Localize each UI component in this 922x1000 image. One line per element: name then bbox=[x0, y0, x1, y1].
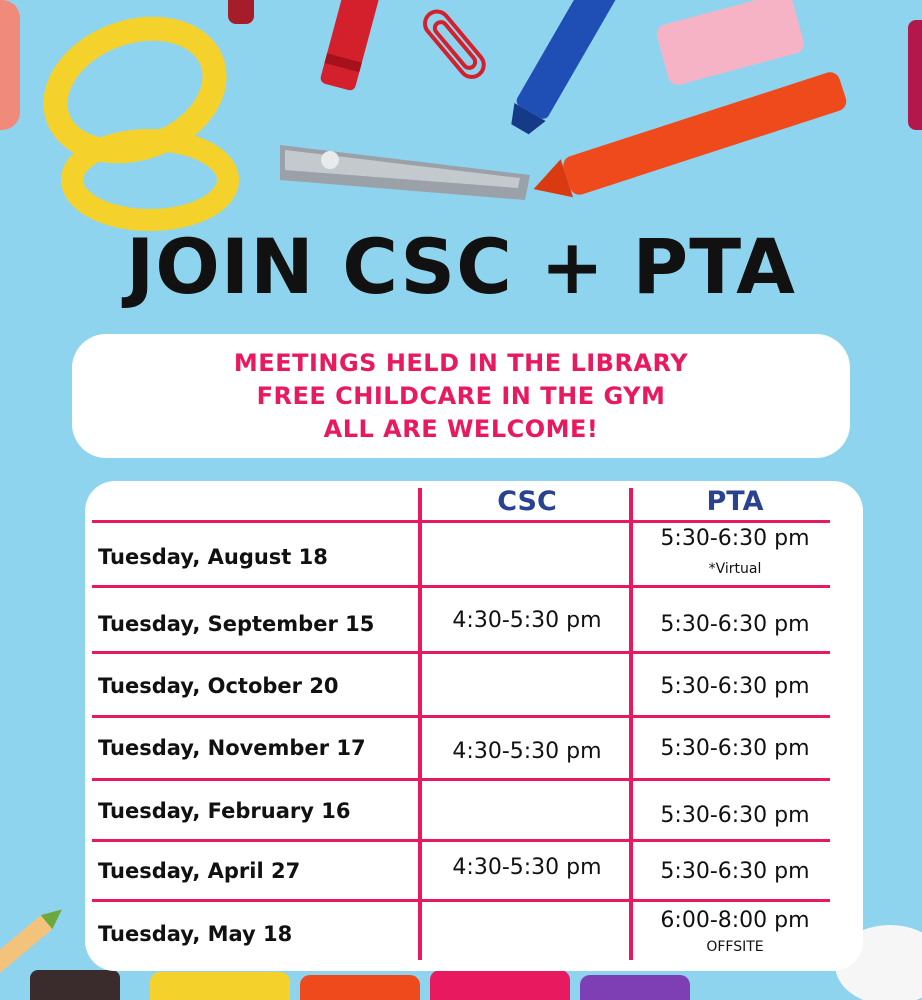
crayon-icon bbox=[908, 20, 922, 130]
csc-time: 4:30-5:30 pm bbox=[452, 739, 602, 764]
marker-icon bbox=[430, 970, 570, 1000]
table-row bbox=[92, 523, 830, 585]
crayon-icon bbox=[504, 0, 630, 138]
csc-column-header: CSC bbox=[497, 486, 557, 517]
banner-line: ALL ARE WELCOME! bbox=[323, 415, 599, 443]
pta-time: 5:30-6:30 pm bbox=[660, 803, 810, 828]
crayon-icon bbox=[319, 0, 387, 92]
meeting-date: Tuesday, August 18 bbox=[98, 545, 328, 569]
pta-time: 5:30-6:30 pm bbox=[660, 674, 810, 699]
meeting-date: Tuesday, February 16 bbox=[98, 799, 351, 823]
meeting-date: Tuesday, April 27 bbox=[98, 859, 301, 883]
banner-line: FREE CHILDCARE IN THE GYM bbox=[256, 382, 666, 410]
marker-icon bbox=[30, 970, 120, 1000]
pta-note: OFFSITE bbox=[706, 939, 764, 955]
meeting-date: Tuesday, May 18 bbox=[98, 922, 293, 946]
page-title: JOIN CSC + PTA bbox=[126, 222, 796, 311]
paperclip-icon bbox=[420, 7, 489, 82]
meeting-date: Tuesday, October 20 bbox=[98, 674, 339, 698]
crayon-icon bbox=[228, 0, 254, 24]
marker-icon bbox=[0, 0, 20, 130]
pta-time: 6:00-8:00 pm bbox=[660, 908, 810, 933]
table-row bbox=[92, 654, 830, 715]
table-row bbox=[92, 588, 830, 651]
table-row bbox=[92, 842, 830, 899]
table-row bbox=[92, 781, 830, 839]
csc-time: 4:30-5:30 pm bbox=[452, 855, 602, 880]
meeting-date: Tuesday, November 17 bbox=[98, 736, 366, 760]
pta-note: *Virtual bbox=[708, 561, 762, 577]
crayon-icon bbox=[527, 70, 848, 208]
info-banner bbox=[72, 334, 850, 458]
pta-column-header: PTA bbox=[706, 486, 764, 517]
marker-icon bbox=[300, 975, 420, 1000]
pencil-icon bbox=[0, 902, 68, 974]
pta-time: 5:30-6:30 pm bbox=[660, 736, 810, 761]
meeting-date: Tuesday, September 15 bbox=[98, 612, 375, 636]
banner-line: MEETINGS HELD IN THE LIBRARY bbox=[233, 349, 689, 377]
table-row bbox=[92, 902, 830, 964]
marker-icon bbox=[580, 975, 690, 1000]
eraser-icon bbox=[655, 0, 806, 87]
pta-time: 5:30-6:30 pm bbox=[660, 612, 810, 637]
pta-time: 5:30-6:30 pm bbox=[660, 859, 810, 884]
csc-time: 4:30-5:30 pm bbox=[452, 608, 602, 633]
marker-icon bbox=[150, 972, 290, 1000]
pta-time: 5:30-6:30 pm bbox=[660, 526, 810, 551]
table-row bbox=[92, 718, 830, 778]
